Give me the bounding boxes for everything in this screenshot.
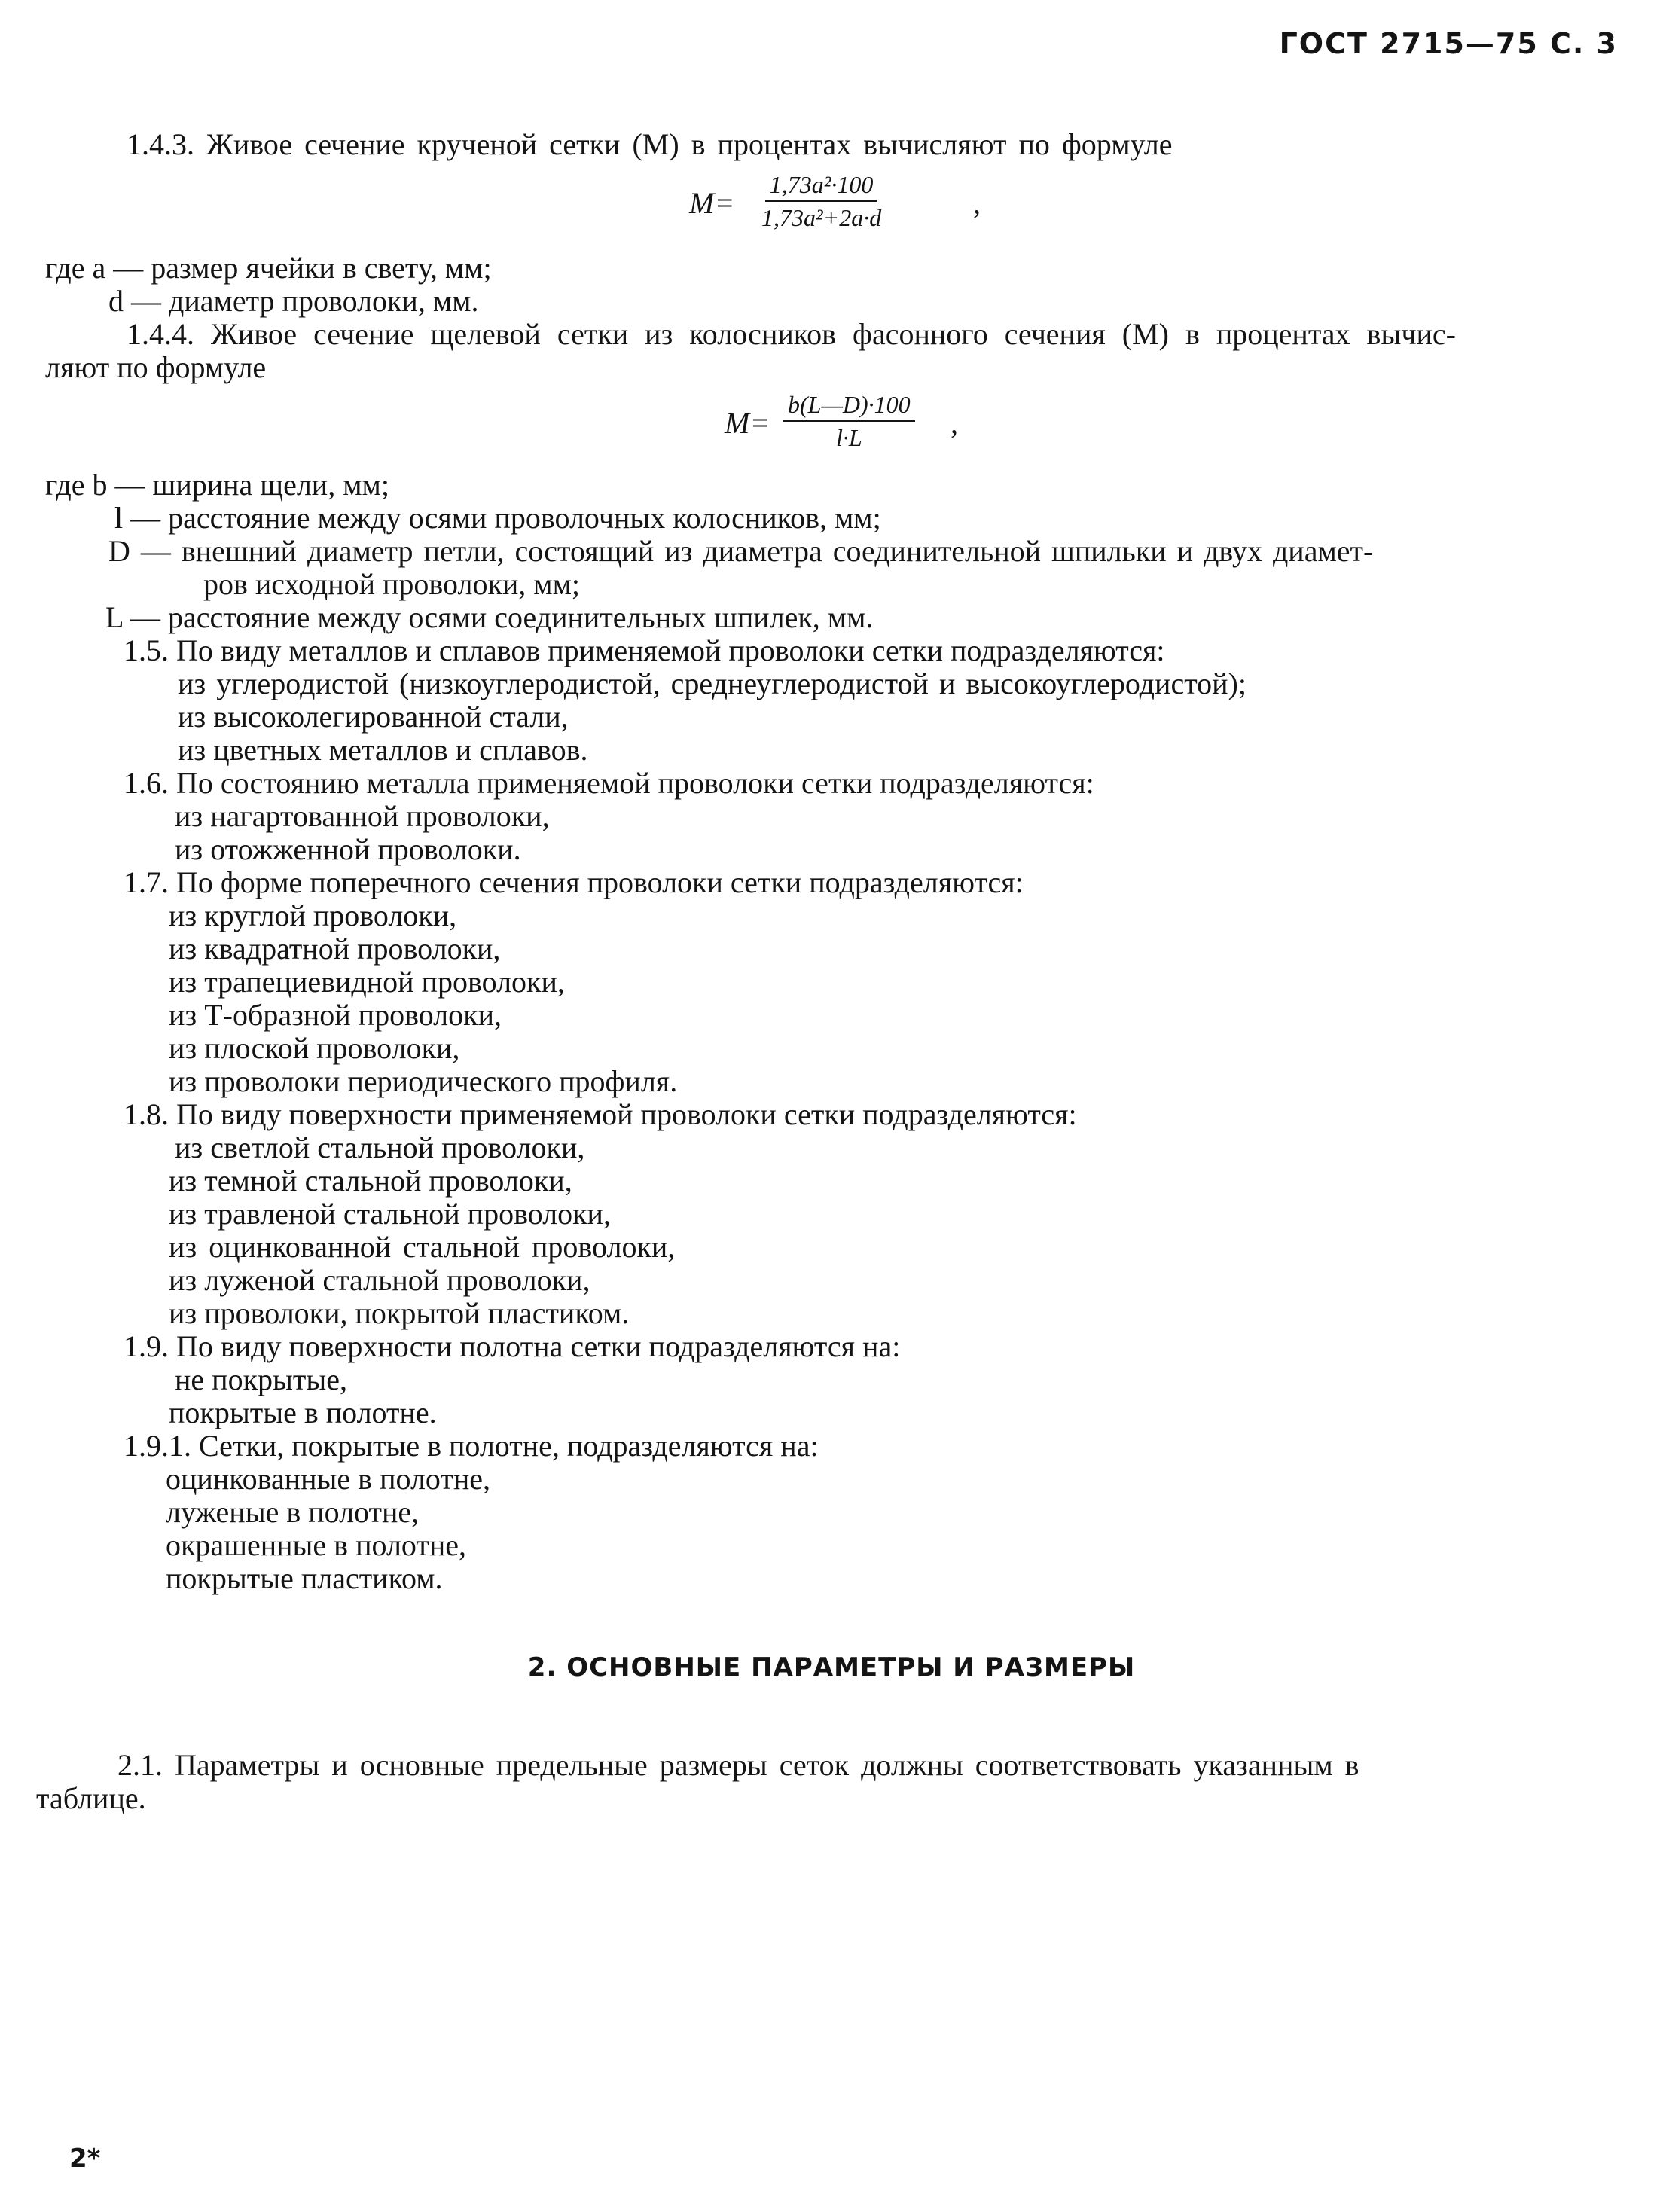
paragraph-1-4-4: ляют по формуле <box>45 350 267 384</box>
where-2-line: где b — ширина щели, мм; <box>45 468 389 502</box>
formula-2-lhs: M= <box>725 406 770 440</box>
list-line: из проволоки периодического профиля. <box>169 1064 678 1098</box>
where-2-line: ров исходной проволоки, мм; <box>203 567 581 601</box>
list-line: 1.9.1. Сетки, покрытые в полотне, подразделяются на: <box>124 1429 819 1463</box>
list-line: из цветных металлов и сплавов. <box>178 733 588 767</box>
formula-1-fraction <box>757 170 886 232</box>
paragraph-1-4-4: 1.4.4. Живое сечение щелевой сетки из колосников фасонного сечения (M) в процентах вычис- <box>127 317 1456 351</box>
list-line: из луженой стальной проволоки, <box>169 1263 590 1297</box>
list-line: из отожженной проволоки. <box>175 832 521 866</box>
formula-2-numerator: b(L—D)·100 <box>783 390 915 422</box>
list-line: из оцинкованной стальной проволоки, <box>169 1230 676 1264</box>
list-line: 1.8. По виду поверхности применяемой проволоки сетки подразделяются: <box>124 1097 1077 1131</box>
list-line: из круглой проволоки, <box>169 899 457 932</box>
paragraph-2-1: 2.1. Параметры и основные предельные размеры сеток должны соответствовать указанным в <box>117 1748 1359 1782</box>
formula-2-comma: , <box>951 406 958 440</box>
formula-2-fraction <box>783 390 915 452</box>
list-line: луженые в полотне, <box>166 1495 420 1529</box>
list-line: 1.6. По состоянию металла применяемой проволоки сетки подразделяются: <box>124 766 1094 800</box>
list-line: 1.7. По форме поперечного сечения проволоки сетки подразделяются: <box>124 865 1024 899</box>
section-title: 2. ОСНОВНЫЕ ПАРАМЕТРЫ И РАЗМЕРЫ <box>527 1652 1136 1683</box>
where-2-line: D — внешний диаметр петли, состоящий из диаметра соединительной шпильки и двух диамет- <box>108 534 1374 568</box>
where-2-line: l — расстояние между осями проволочных колосников, мм; <box>114 501 881 535</box>
paragraph-2-1: таблице. <box>36 1781 146 1815</box>
list-line: не покрытые, <box>175 1362 347 1396</box>
formula-1-numerator: 1,73a²·100 <box>765 170 878 202</box>
formula-2-denominator: l·L <box>835 424 862 451</box>
where-1-line: d — диаметр проволоки, мм. <box>108 284 479 318</box>
where-2-line: L — расстояние между осями соединительных шпилек, мм. <box>105 600 874 634</box>
list-line: из светлой стальной проволоки, <box>175 1130 585 1164</box>
list-line: из трапециевидной проволоки, <box>169 965 565 999</box>
list-line: окрашенные в полотне, <box>166 1528 467 1562</box>
list-line: из высоколегированной стали, <box>178 700 569 734</box>
list-line: из проволоки, покрытой пластиком. <box>169 1296 630 1330</box>
page-header: ГОСТ 2715—75 С. 3 <box>1279 27 1618 60</box>
list-line: 1.5. По виду металлов и сплавов применяемой проволоки сетки подразделяются: <box>124 633 1165 667</box>
list-line: из темной стальной проволоки, <box>169 1164 572 1198</box>
list-line: покрытые пластиком. <box>166 1561 443 1595</box>
where-1-line: где a — размер ячейки в свету, мм; <box>45 251 492 285</box>
list-line: из травленой стальной проволоки, <box>169 1197 611 1231</box>
paragraph-1-4-3: 1.4.3. Живое сечение крученой сетки (M) в процентах вычисляют по формуле <box>127 127 1173 161</box>
list-line: из плоской проволоки, <box>169 1031 460 1065</box>
signature-mark: 2* <box>69 2143 101 2174</box>
list-line: покрытые в полотне. <box>169 1396 437 1429</box>
list-line: из нагартованной проволоки, <box>175 799 550 833</box>
formula-1-denominator: 1,73a²+2a·d <box>761 204 882 231</box>
list-line: из квадратной проволоки, <box>169 932 501 966</box>
list-line: из Т-образной проволоки, <box>169 998 502 1032</box>
list-line: 1.9. По виду поверхности полотна сетки подразделяются на: <box>124 1329 901 1363</box>
formula-1-lhs: M= <box>689 186 735 220</box>
list-line: оцинкованные в полотне, <box>166 1462 491 1496</box>
list-line: из углеродистой (низкоуглеродистой, среднеуглеродистой и высокоуглеродистой); <box>178 667 1246 700</box>
formula-1-comma: , <box>973 186 981 220</box>
